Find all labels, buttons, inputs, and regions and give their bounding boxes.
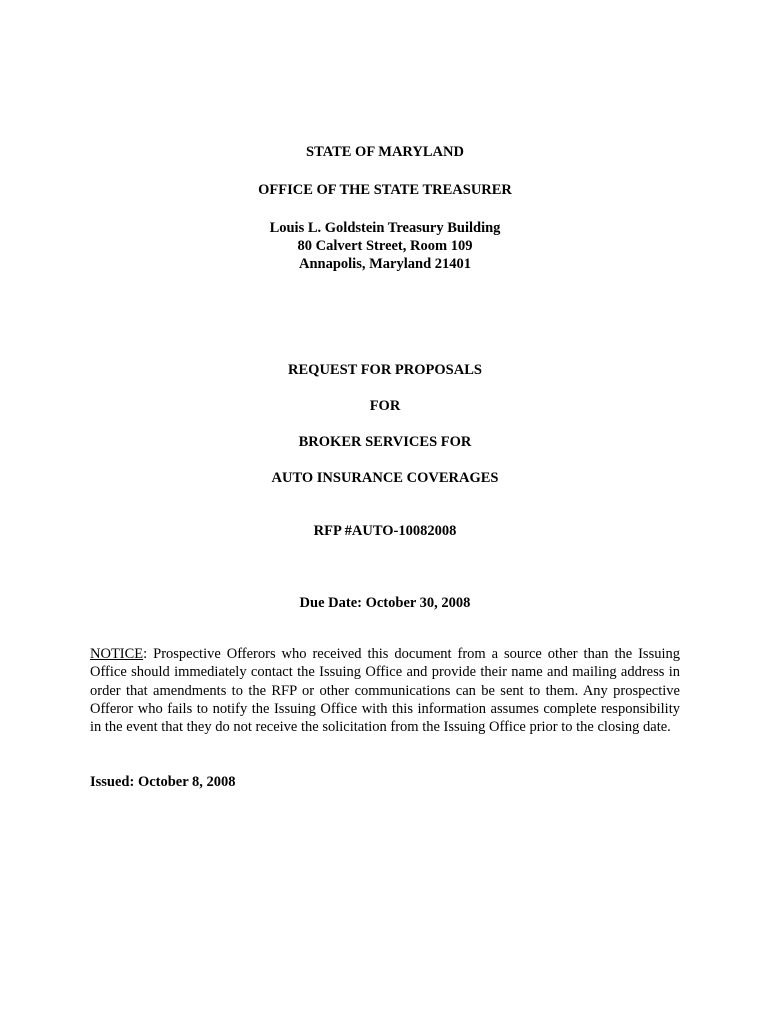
address-line-street: 80 Calvert Street, Room 109 <box>297 238 473 254</box>
notice-paragraph <box>90 645 680 736</box>
title-auto-insurance: AUTO INSURANCE COVERAGES <box>271 470 499 486</box>
state-heading: STATE OF MARYLAND <box>306 144 464 160</box>
rfp-number: RFP #AUTO-10082008 <box>313 523 457 539</box>
issued-date: Issued: October 8, 2008 <box>90 774 236 790</box>
office-heading: OFFICE OF THE STATE TREASURER <box>258 182 512 198</box>
title-request-for-proposals: REQUEST FOR PROPOSALS <box>288 362 482 378</box>
due-date: Due Date: October 30, 2008 <box>299 595 471 611</box>
address-line-city: Annapolis, Maryland 21401 <box>298 256 472 272</box>
address-line-building: Louis L. Goldstein Treasury Building <box>269 220 501 236</box>
title-for: FOR <box>369 398 401 414</box>
title-broker-services: BROKER SERVICES FOR <box>298 434 472 450</box>
notice-label: NOTICE <box>90 646 144 662</box>
notice-text: : Prospective Offerors who received this document from a source other than the Issuing Office should immediately contact the Issuing Office and provide their name and mailing address in order that amendments to the RFP or other communications can be sent to them. Any prospective Offeror who fails to notify the Issuing Office with this information assumes complete responsibility in the event that they do not receive the solicitation from the Issuing Office prior to the closing date. <box>90 646 680 736</box>
